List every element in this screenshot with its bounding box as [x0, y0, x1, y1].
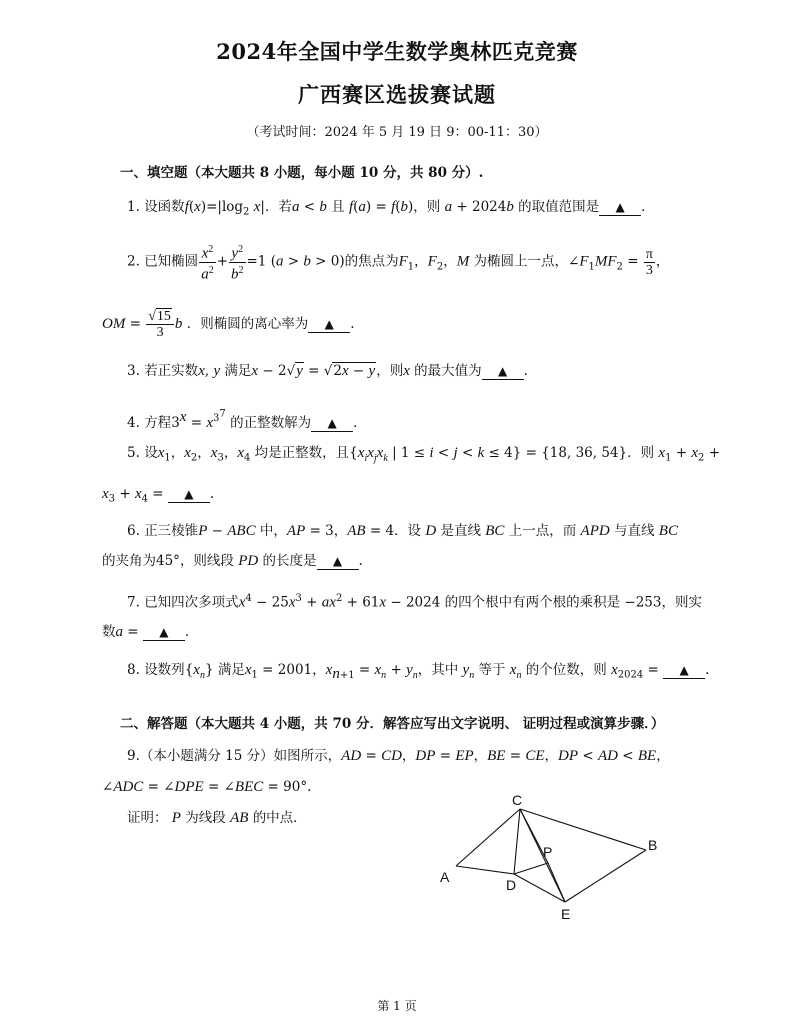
answer-blank: ▲: [168, 486, 210, 503]
answer-blank: ▲: [311, 415, 353, 432]
segment-BE: [565, 850, 646, 902]
question-9-cont: ∠ADC = ∠DPE = ∠BEC = 90°.: [102, 779, 312, 795]
question-5-cont: $x_3 + x_4$ = ▲ .: [102, 486, 215, 505]
question-1: 1. 设函数$f(x)=|\log_2$ x|．若a < b 且 f(a) = f(b)，则 a + 2024b 的取值范围是 ▲ .: [127, 199, 646, 218]
question-8: 8. 设数列$\{x_n\}$ 满足$x_1 = 2001$，$x_{n+1} = x_n + y_n$，其中 $y_n$ 等于 $x_n$ 的个位数，则 $x_{2024}$ = ▲ .: [127, 662, 710, 682]
answer-blank: ▲: [599, 199, 641, 216]
page-number: 第 1 页: [377, 999, 417, 1013]
exam-title: 2024年全国中学生数学奥林匹克竞赛: [216, 39, 578, 64]
segment-DP: [514, 863, 548, 874]
question-9-proof: 证明： P 为线段 AB 的中点．: [127, 810, 307, 826]
label-D: D: [506, 877, 517, 893]
geometry-figure: [436, 792, 676, 922]
question-7-cont: 数a = ▲ .: [102, 624, 190, 640]
label-B: B: [648, 837, 658, 853]
question-9: 9.（本小题满分 15 分）如图所示，AD = CD，DP = EP，BE = CE，DP < AD < BE，: [127, 748, 670, 764]
question-3: 3. 若正实数x, y 满足x − 2√y = √2x − y，则x 的最大值为 ▲ .: [127, 363, 528, 379]
answer-blank: ▲: [308, 316, 350, 333]
segment-CD: [514, 809, 520, 874]
question-4: 4. 方程$3^x = x^{3^7}$ 的正整数解为 ▲ .: [127, 409, 358, 431]
section1-heading: 一、填空题（本大题共 8 小题，每小题 10 分，共 80 分）.: [120, 165, 484, 181]
exam-time: （考试时间：2024 年 5 月 19 日 9：00-11：30）: [246, 125, 548, 140]
answer-blank: ▲: [482, 363, 524, 380]
question-2: 2. 已知椭圆 $\frac{x^2}{a^2}$ + $\frac{y^2}{b^2}$ =1 (a > b > 0)的焦点为$F_1$，$F_2$，M 为椭圆上一点，$\angle F_1MF_2$ = $\frac{\pi}{3}$ ，: [127, 244, 670, 283]
question-5: 5. 设$x_1$，$x_2$，$x_3$，$x_4$ 均是正整数，且{$x_ix_jx_k$ | 1 ≤ i < j < k ≤ 4} = {18, 36, 54}．则 $x_1 + x_2$ +: [127, 445, 721, 464]
question-2-cont: OM = $\frac{√15}{3}$ b ．则椭圆的离心率为 ▲ .: [102, 309, 355, 340]
label-C: C: [512, 792, 523, 808]
label-P: P: [543, 844, 553, 860]
segment-AC: [456, 809, 520, 866]
exam-subtitle: 广西赛区选拔赛试题: [298, 82, 496, 107]
answer-blank: ▲: [663, 662, 705, 679]
label-A: A: [440, 869, 450, 885]
question-6: 6. 正三棱锥P − ABC 中，AP = 3，AB = 4．设 D 是直线 BC 上一点，而 APD 与直线 BC: [127, 523, 678, 539]
section2-heading: 二、解答题（本大题共 4 小题，共 70 分．解答应写出文字说明、 证明过程或演算步骤．）: [120, 716, 665, 732]
question-6-cont: 的夹角为45°，则线段 PD 的长度是 ▲ .: [102, 553, 363, 569]
segment-PE: [548, 863, 565, 902]
segment-DE: [514, 874, 565, 902]
label-E: E: [561, 906, 571, 922]
segment-AD: [456, 866, 514, 874]
question-7: 7. 已知四次多项式$x^4 - 25x^3 + ax^2 + 61x - 2024$ 的四个根中有两个根的乘积是 −253，则实: [127, 593, 702, 611]
answer-blank: ▲: [317, 553, 359, 570]
segment-CB: [520, 809, 646, 850]
answer-blank: ▲: [143, 624, 185, 641]
